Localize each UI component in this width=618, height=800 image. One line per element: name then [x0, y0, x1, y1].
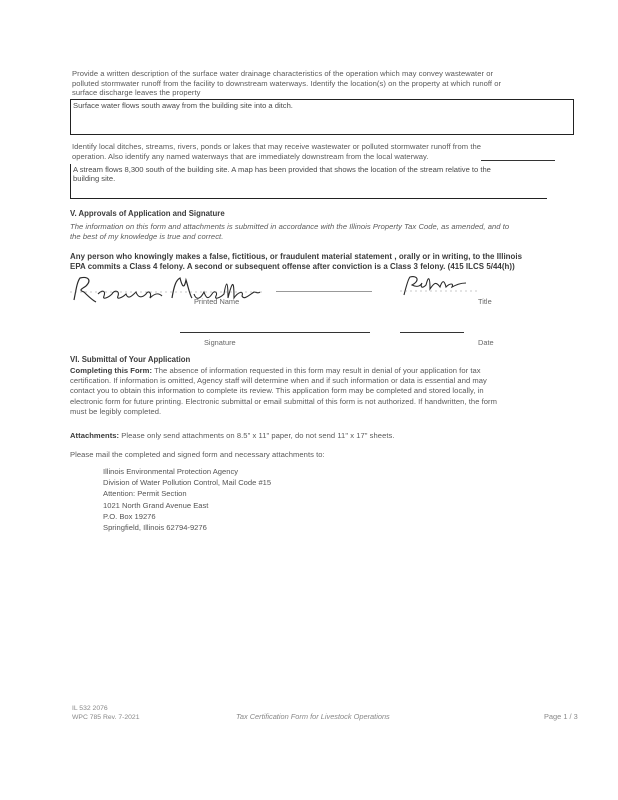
completing-paragraph — [70, 366, 590, 417]
section-6-heading: VI. Submittal of Your Application — [70, 355, 191, 364]
waters-answer-line-1: A stream flows 8,300 south of the building site. A map has been provided that shows the location of the stream relative to the — [73, 165, 491, 174]
printed-name-label: Printed Name — [194, 297, 240, 306]
completing-line-1 — [70, 366, 590, 376]
warning-line-2: EPA commits a Class 4 felony. A second or subsequent offense after conviction is a Class 3 felony. (415 ILCS 5/44(h)) — [70, 262, 515, 271]
footer-form-title: Tax Certification Form for Livestock Operations — [236, 712, 390, 721]
footer-code-2: WPC 785 Rev. 7-2021 — [72, 714, 140, 721]
completing-line-3: contact you to obtain this information to complete its review. This application form may be completed and stored locally, in — [70, 386, 484, 396]
address-line-city: Springfield, Illinois 62794-9276 — [103, 523, 207, 533]
waters-underline — [481, 160, 555, 161]
footer-form-codes — [72, 704, 140, 722]
date-label: Date — [478, 338, 494, 347]
footer-page-number: Page 1 / 3 — [544, 712, 578, 721]
section-5-heading: V. Approvals of Application and Signature — [70, 209, 225, 218]
printed-name-line — [276, 291, 372, 292]
signature-line[interactable] — [180, 332, 370, 333]
certification-line-1: The information on this form and attachments is submitted in accordance with the Illinois Property Tax Code, as amended, and to — [70, 222, 510, 231]
address-line-agency: Illinois Environmental Protection Agency — [103, 467, 239, 476]
completing-line-2: certification. If information is omitted, Agency staff will determine when and if such information or data is essential and may — [70, 376, 487, 386]
title-label: Title — [478, 297, 492, 306]
waters-answer-text — [71, 164, 547, 185]
surface-prompt-line-1: Provide a written description of the surface water drainage characteristics of the operation which may convey wastewater or — [72, 69, 494, 78]
address-line-division: Division of Water Pollution Control, Mail Code #15 — [103, 478, 272, 488]
surface-prompt-line-2: polluted stormwater runoff from the facility to downstream waterways. Identify the location(s) on the property at which runoff or — [72, 78, 502, 88]
surface-prompt-line-3: surface discharge leaves the property — [72, 88, 201, 98]
section-5-warning — [70, 252, 590, 272]
certification-line-2: the best of my knowledge is true and correct. — [70, 231, 224, 241]
attachments-label: Attachments: — [70, 431, 120, 440]
date-line[interactable] — [400, 332, 464, 333]
attachments-text: Please only send attachments on 8.5" x 11" paper, do not send 11" x 17" sheets. — [119, 431, 395, 440]
waters-answer-line-2: building site. — [73, 174, 116, 184]
address-line-pobox: P.O. Box 19276 — [103, 511, 156, 521]
completing-line-1-text: The absence of information requested in this form may result in denial of your application for tax — [152, 366, 481, 375]
address-line-attention: Attention: Permit Section — [103, 489, 187, 499]
completing-label: Completing this Form: — [70, 366, 153, 375]
completing-line-4: electronic form for future printing. Electronic submittal or email submittal of this form is not authorized. If handwritten, the form — [70, 396, 498, 406]
warning-line-1: Any person who knowingly makes a false, fictitious, or fraudulent material statement , orally or in writing, to the Illinois — [70, 252, 523, 261]
signature-label: Signature — [204, 338, 236, 347]
waters-prompt-line-1: Identify local ditches, streams, rivers, ponds or lakes that may receive wastewater or polluted stormwater runoff from the — [72, 142, 482, 151]
surface-prompt — [72, 69, 572, 98]
completing-line-5: must be legibly completed. — [70, 406, 162, 416]
footer-code-1: IL 532 2076 — [72, 705, 108, 712]
waters-answer-box[interactable] — [70, 164, 547, 199]
mailing-address — [103, 466, 271, 533]
waters-prompt-line-2: operation. Also identify any named waterways that are immediately downstream from the local waterway. — [72, 151, 429, 161]
section-5-certification — [70, 222, 580, 241]
address-line-street: 1021 North Grand Avenue East — [103, 500, 209, 510]
handwritten-title-signature — [400, 273, 480, 299]
surface-answer-text: Surface water flows south away from the building site into a ditch. — [73, 101, 293, 110]
attachments-paragraph — [70, 431, 590, 441]
surface-answer-box[interactable] — [70, 99, 574, 135]
mail-instructions: Please mail the completed and signed form and necessary attachments to: — [70, 450, 325, 459]
waters-prompt — [72, 142, 572, 161]
